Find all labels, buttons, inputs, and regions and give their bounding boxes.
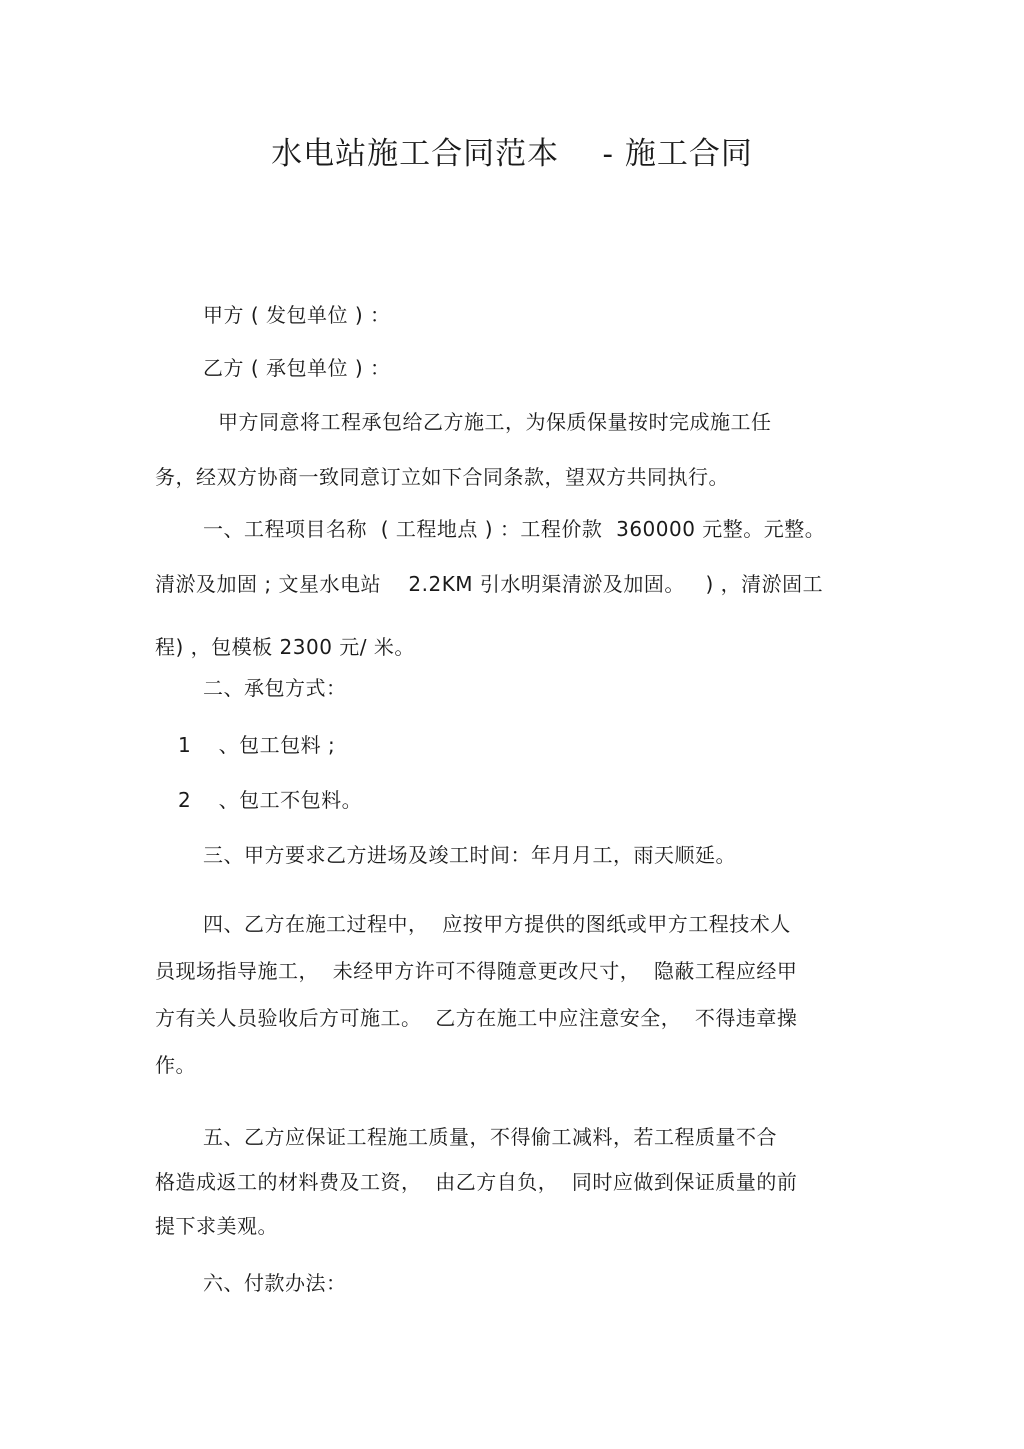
clause-4-line: 方有关人员验收后方可施工。 乙方在施工中应注意安全， 不得违章操 <box>155 1006 798 1030</box>
clause-2-heading: 二、承包方式： <box>203 676 347 700</box>
clause-4-line: 作。 <box>155 1053 196 1077</box>
clause-5-line: 格造成返工的材料费及工资， 由乙方自负， 同时应做到保证质量的前 <box>155 1170 798 1194</box>
document-title: 水电站施工合同范本 - 施工合同 <box>271 136 753 172</box>
clause-3-line: 三、甲方要求乙方进场及竣工时间：年月月工，雨天顺延。 <box>203 843 736 867</box>
clause-5-line: 五、乙方应保证工程施工质量，不得偷工减料，若工程质量不合 <box>203 1125 777 1149</box>
paragraph-line: 务，经双方协商一致同意订立如下合同条款，望双方共同执行。 <box>155 465 729 489</box>
clause-4-line: 四、乙方在施工过程中， 应按甲方提供的图纸或甲方工程技术人 <box>203 912 791 936</box>
clause-2-item: 2 、包工不包料。 <box>178 788 363 812</box>
clause-6-heading: 六、付款办法： <box>203 1271 347 1295</box>
clause-4-line: 员现场指导施工， 未经甲方许可不得随意更改尺寸， 隐蔽工程应经甲 <box>155 959 798 983</box>
party-b-line: 乙方 ( 承包单位 ) ： <box>203 356 391 380</box>
clause-5-line: 提下求美观。 <box>155 1214 278 1238</box>
paragraph-line: 甲方同意将工程承包给乙方施工，为保质保量按时完成施工任 <box>218 410 772 434</box>
party-a-line: 甲方 ( 发包单位 ) ： <box>203 303 391 327</box>
clause-1-line: 清淤及加固 ; 文星水电站 2.2KM 引水明渠清淤及加固。 ) ，清淤固工 <box>155 572 824 596</box>
clause-1-line: 程) ，包模板 2300 元/ 米。 <box>155 635 415 659</box>
clause-1-line: 一、工程项目名称 ( 工程地点 ) ：工程价款 360000 元整。元整。 <box>203 517 826 541</box>
clause-2-item: 1 、包工包料 ; <box>178 733 336 757</box>
